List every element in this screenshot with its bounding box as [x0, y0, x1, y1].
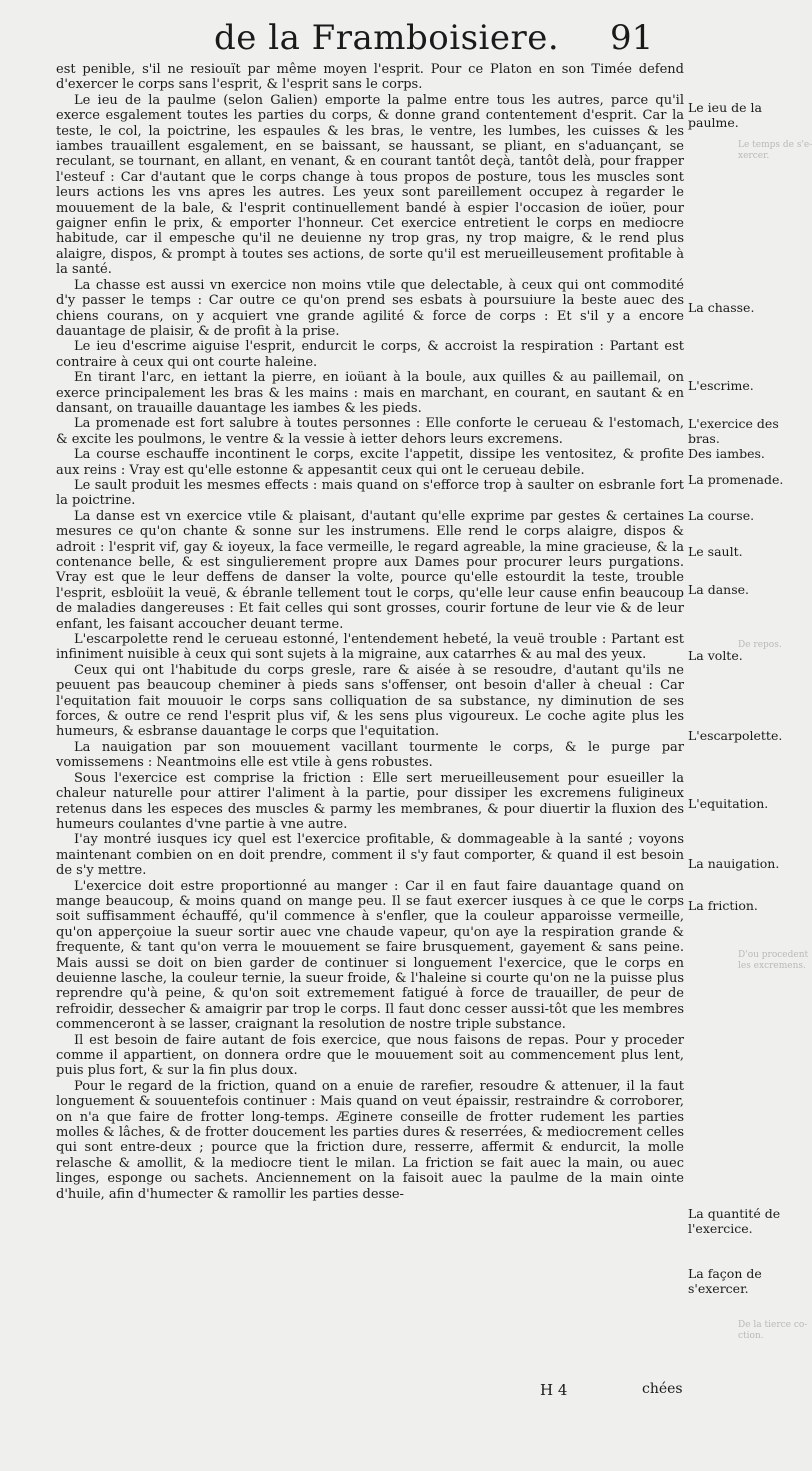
- show-through-text: De repos.: [738, 640, 782, 650]
- paragraph: I'ay montré iusques icy quel est l'exercice profitable, & dommageable à la santé ; voyons maintenant combien on en doit prendre, comment il s'y faut comporter, & quand il est besoin de s'y mettre.: [56, 832, 684, 879]
- margin-note: La nauigation.: [688, 856, 780, 871]
- signature-mark: H 4: [540, 1381, 568, 1399]
- running-title: de la Framboisiere.: [214, 18, 560, 58]
- paragraph: Pour le regard de la friction, quand on a enuie de rarefier, resoudre & attenuer, il la faut longuement & souuentefois continuer : Mais quand on veut épaissir, restraindre & corroborer, on n'a que faire de frotter long-temps. Ægineте conseille de frotter rudement les parties molles & lâches, & de frotter doucement les parties dures & reserrées, & mediocrement celles qui sont entre-deux ; pource que la friction dure, resserre, affermit & endurcit, la molle relasche & amollit, & la mediocre tient le milan. La friction se fait auec la main, ou auec linges, esponge ou sachets. Anciennement on la faisoit auec la paulme de la main ointe d'huile, afin d'humecter & ramollir les parties desse-: [56, 1078, 684, 1202]
- paragraph: En tirant l'arc, en iettant la pierre, en ioüant à la boule, aux quilles & au paillemail, on exerce principalement les bras & les mains : mais en marchant, en courant, en sautant & en dansant, on trauaille dauantage les iambes & les pieds.: [56, 370, 684, 416]
- paragraph: La chasse est aussi vn exercice non moins vtile que delectable, à ceux qui ont commodité d'y passer le temps : Car outre ce qu'on prend ses esbats à poursuiure la beste auec des chiens courans, on y acquiert vne grande agilité & force de corps : Et s'il y a encore dauantage de plaisir, & de profit à la prise.: [56, 277, 684, 339]
- paragraph: La nauigation par son mouuement vacillant tourmente le corps, & le purge par vomissemens : Neantmoins elle est vtile à gens robustes.: [56, 739, 684, 771]
- margin-note: L'equitation.: [688, 796, 769, 811]
- paragraph: La danse est vn exercice vtile & plaisant, d'autant qu'elle exprime par gestes & certaines mesures ce qu'on chante & sonne sur les instrumens. Elle rend le corps alaigre, dispos & adroit : l'esprit vif, gay & ioyeux, la face vermeille, le regard agreable, la mine gracieuse, & la contenance belle, & est singulierement propre aux Dames pour procurer leurs purgations. Vray est que le leur deffens de danser la volte, pource qu'elle estourdit la teste, trouble l'esprit, esbloüit la veuë, & ébranle tellement tout le corps, qu'elle leur cause enfin beaucoup de maladies dangereuses : Et fait celles qui sont grosses, courir fortune de leur vie & de leur enfant, les faisant accoucher deuant terme.: [56, 508, 684, 632]
- paragraph: Ceux qui ont l'habitude du corps gresle, rare & aisée à se resoudre, d'autant qu'ils ne peuuent pas beaucoup cheminer à pieds sans s'offenser, ont besoin d'aller à cheual : Car l'equitation fait mouuoir le corps sans colliquation de sa substance, ny diminution de ses forces, & outre ce rend l'esprit plus vif, & les sens plus vigoureux. Le coche agite plus les humeurs, & esbranse dauantage le corps que l'equitation.: [56, 662, 684, 740]
- margin-note: La friction.: [688, 898, 758, 913]
- paragraph: est penible, s'il ne resiouït par même moyen l'esprit. Pour ce Platon en son Timée defend d'exercer le corps sans l'esprit, & l'esprit sans le corps.: [56, 62, 684, 93]
- paragraph: Le sault produit les mesmes effects : mais quand on s'efforce trop à saulter on esbranle fort la poictrine.: [56, 477, 684, 509]
- paragraph: La promenade est fort salubre à toutes personnes : Elle conforte le cerueau & l'estomach, & excite les poulmons, le ventre & la vessie à ietter dehors leurs excremens.: [56, 416, 684, 447]
- paragraph: Sous l'exercice est comprise la friction : Elle sert merueilleusement pour esueiller la chaleur naturelle pour attirer l'aliment à la partie, pour dissiper les excremens fuligineux retenus dans les especes des muscles & parmy les membranes, & pour diuertir la fluxion des humeurs coulantes d'vne partie à vne autre.: [56, 770, 684, 832]
- margin-note: L'exercice des bras.: [688, 416, 779, 446]
- show-through-text: D'ou procedent les excremens.: [738, 950, 809, 971]
- margin-note: Le sault.: [688, 544, 743, 559]
- margin-note: La promenade.: [688, 472, 784, 487]
- paragraph: L'escarpolette rend le cerueau estonné, l'entendement hebeté, la veuë trouble : Partant est infiniment nuisible à ceux qui sont sujets à la migraine, aux catarrhes & au mal des yeux.: [56, 632, 684, 663]
- margin-note: L'escarpolette.: [688, 728, 783, 743]
- margin-note: La chasse.: [688, 300, 755, 315]
- margin-note: La danse.: [688, 582, 750, 597]
- page-footer: [0, 1377, 800, 1407]
- page-header: [0, 14, 800, 60]
- page-number: 91: [610, 18, 654, 58]
- margin-note: La quantité de l'exercice.: [688, 1206, 781, 1236]
- margin-note: La course.: [688, 508, 755, 523]
- catchword: chées: [642, 1381, 683, 1397]
- paragraph: L'exercice doit estre proportionné au manger : Car il en faut faire dauantage quand on mange beaucoup, & moins quand on mange peu. Il se faut exercer iusques à ce que le corps soit suffisamment échauffé, qu'il commence à s'enfler, que la couleur apparoisse vermeille, qu'on apperçoiue la sueur sortir auec vne chaude vapeur, qu'on aye la respiration grande & frequente, & tant qu'on verra le mouuement se faire brusquement, gayement & sans peine. Mais aussi se doit on bien garder de continuer si longuement l'exercice, que le corps en deuienne lasche, la couleur ternie, la sueur froide, & l'haleine si courte qu'on ne la puisse plus reprendre qu'à peine, & qu'on soit extremement fatigué à force de trauailler, de peur de refroidir, dessecher & amaigrir par trop le corps. Il faut donc cesser aussi-tôt que les membres commenceront à se lasser, craignant la resolution de nostre triple substance.: [56, 878, 684, 1033]
- margin-note: La volte.: [688, 648, 743, 663]
- paragraph: La course eschauffe incontinent le corps, excite l'appetit, dissipe les ventositez, & profite aux reins : Vray est qu'elle estonne & appesantit ceux qui ont le cerueau debile.: [56, 447, 684, 478]
- margin-note: Le ieu de la paulme.: [688, 100, 762, 130]
- margin-note: Des iambes.: [688, 446, 765, 461]
- main-text-block: [56, 62, 684, 1202]
- margin-note: L'escrime.: [688, 378, 754, 393]
- show-through-text: De la tierce co- ction.: [738, 1320, 808, 1341]
- show-through-text: Le temps de s'e- xercer.: [738, 140, 812, 161]
- paragraph: Le ieu d'escrime aiguise l'esprit, endurcit le corps, & accroist la respiration : Partant est contraire à ceux qui ont courte haleine.: [56, 339, 684, 370]
- paragraph: Il est besoin de faire autant de fois exercice, que nous faisons de repas. Pour y proceder comme il appartient, on donnera ordre que le mouuement soit au commencement plus lent, puis plus fort, & sur la fin plus doux.: [56, 1032, 684, 1079]
- margin-note: La façon de s'exercer.: [688, 1266, 762, 1296]
- paragraph: Le ieu de la paulme (selon Galien) emporte la palme entre tous les autres, parce qu'il exerce esgalement toutes les parties du corps, & donne grand contentement d'esprit. Car la teste, le col, la poictrine, les espaules & les bras, le ventre, les lumbes, les cuisses & les iambes trauaillent esgalement, en se baissant, se haussant, se pliant, en s'aduançant, se reculant, se tournant, en allant, en venant, & en courant tantôt deçà, tantôt delà, pour frapper l'esteuf : Car d'autant que le corps change à tous propos de posture, tous les muscles sont leurs actions les vns apres les autres. Les yeux sont pareillement occupez à regarder le mouuement de la bale, & l'esprit continuellement bandé à espier l'occasion de ioüer, pour gaigner enfin le prix, & emporter l'honneur. Cet exercice entretient le corps en mediocre habitude, car il empesche qu'il ne deuienne ny trop gras, ny trop maigre, & le rend plus alaigre, dispos, & prompt à toutes ses actions, de sorte qu'il est merueilleusement profitable à la santé.: [56, 92, 684, 278]
